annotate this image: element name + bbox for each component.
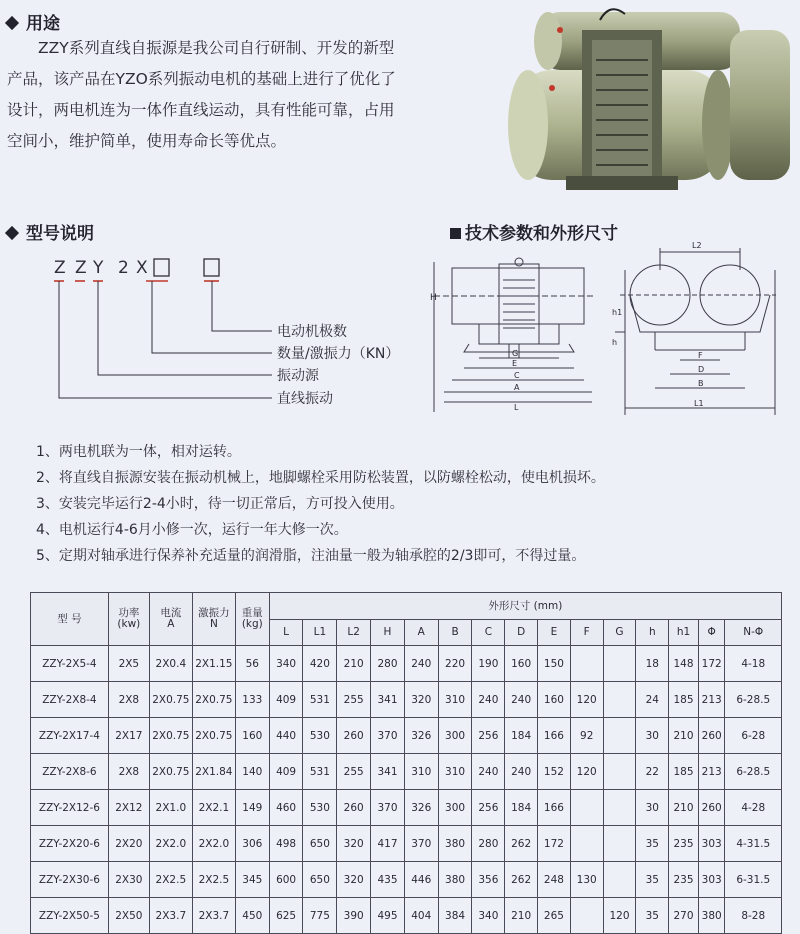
table-cell: 2X17 (108, 718, 149, 754)
table-row (31, 826, 782, 862)
table-cell: 440 (269, 718, 303, 754)
table-row (31, 790, 782, 826)
table-cell: 130 (570, 862, 603, 898)
table-cell: 320 (404, 682, 438, 718)
dim-label-A: A (514, 383, 520, 392)
table-cell: 2X0.4 (149, 646, 192, 682)
table-row (31, 718, 782, 754)
table-cell: 2X30 (108, 862, 149, 898)
table-cell: 24 (636, 682, 669, 718)
table-cell: 262 (505, 862, 538, 898)
table-cell: 390 (337, 898, 371, 934)
table-row (31, 754, 782, 790)
model-letter-y: Y (93, 258, 104, 278)
table-cell: 2X2.1 (192, 790, 235, 826)
dim-label-G: G (512, 349, 519, 358)
model-title: 型号说明 (26, 224, 94, 244)
header-dim-col: D (505, 620, 538, 646)
table-cell: 260 (337, 790, 371, 826)
header-dim-col: N-Φ (725, 620, 782, 646)
table-row (31, 862, 782, 898)
table-cell: 2X12 (108, 790, 149, 826)
table-cell: 2X0.75 (149, 754, 192, 790)
table-cell: 120 (570, 754, 603, 790)
header-force: 激振力 N (192, 593, 235, 646)
spec-table-body (31, 646, 782, 934)
header-dim-col: L1 (303, 620, 337, 646)
table-cell: 320 (337, 826, 371, 862)
dim-label-C: C (514, 371, 520, 380)
table-cell: 2X0.75 (149, 682, 192, 718)
intro-line: 产品，该产品在YZO系列振动电机的基础上进行了优化了 (7, 70, 396, 88)
table-cell: 310 (438, 682, 472, 718)
dim-label-B: B (698, 379, 704, 388)
note-3: 3、安装完毕运行2-4小时，待一切正常后，方可投入使用。 (36, 496, 404, 512)
table-cell: 256 (472, 790, 505, 826)
model-cell: ZZY-2X30-6 (31, 862, 109, 898)
dim-label-h1: h1 (612, 308, 623, 317)
table-cell: 2X3.7 (149, 898, 192, 934)
model-letter-z1: Z (54, 258, 66, 278)
usage-title: 用途 (26, 14, 60, 34)
table-row (31, 646, 782, 682)
note-4: 4、电机运行4-6月小修一次，运行一年大修一次。 (36, 522, 348, 538)
table-cell: 150 (538, 646, 571, 682)
table-cell: 6-31.5 (725, 862, 782, 898)
table-cell (603, 826, 636, 862)
table-cell: 240 (505, 682, 538, 718)
table-cell: 409 (269, 682, 303, 718)
dim-label-D: D (698, 365, 705, 374)
table-cell: 2X3.7 (192, 898, 235, 934)
table-cell (603, 682, 636, 718)
table-cell: 417 (371, 826, 405, 862)
table-cell: 120 (603, 898, 636, 934)
table-cell: 370 (371, 718, 405, 754)
legend-poles: 电动机极数 (277, 324, 347, 340)
table-cell: 530 (303, 790, 337, 826)
model-cell: ZZY-2X12-6 (31, 790, 109, 826)
model-letter-2: 2 (118, 258, 129, 278)
note-1: 1、两电机联为一体，相对运转。 (36, 444, 241, 460)
table-cell: 240 (472, 754, 505, 790)
table-cell: 35 (636, 862, 669, 898)
table-cell: 2X0.75 (192, 682, 235, 718)
dim-label-L2: L2 (692, 241, 702, 250)
table-cell: 2X2.0 (149, 826, 192, 862)
table-cell: 18 (636, 646, 669, 682)
table-cell: 213 (698, 754, 725, 790)
table-cell: 262 (505, 826, 538, 862)
table-cell: 650 (303, 862, 337, 898)
diamond-bullet-icon (5, 16, 19, 30)
table-cell: 2X1.0 (149, 790, 192, 826)
table-cell: 2X8 (108, 682, 149, 718)
table-cell: 530 (303, 718, 337, 754)
table-cell: 775 (303, 898, 337, 934)
table-cell: 326 (404, 790, 438, 826)
diamond-bullet-icon (5, 226, 19, 240)
usage-intro (7, 33, 477, 157)
table-row (31, 682, 782, 718)
square-bullet-icon (450, 228, 461, 239)
table-cell: 30 (636, 718, 669, 754)
table-cell: 531 (303, 754, 337, 790)
note-2: 2、将直线自振源安装在振动机械上，地脚螺栓采用防松装置，以防螺栓松动，使电机损坏。 (36, 470, 605, 486)
dim-label-L: L (514, 403, 519, 412)
table-cell: 235 (669, 862, 699, 898)
table-cell: 345 (235, 862, 269, 898)
table-cell: 140 (235, 754, 269, 790)
table-cell: 435 (371, 862, 405, 898)
dim-label-E: E (512, 359, 518, 368)
header-dim-col: h (636, 620, 669, 646)
header-dim-col: Φ (698, 620, 725, 646)
table-cell: 35 (636, 898, 669, 934)
usage-heading (7, 9, 60, 34)
header-current: 电流 A (149, 593, 192, 646)
side-view-drawing (424, 250, 602, 422)
table-cell: 340 (269, 646, 303, 682)
table-cell: 531 (303, 682, 337, 718)
table-cell: 220 (438, 646, 472, 682)
intro-line: ZZY系列直线自振源是我公司自行研制、开发的新型 (38, 39, 395, 57)
model-letter-x: X (136, 258, 148, 278)
table-cell: 446 (404, 862, 438, 898)
header-dim-col: C (472, 620, 505, 646)
table-cell: 303 (698, 826, 725, 862)
table-cell: 2X20 (108, 826, 149, 862)
header-dim-col: H (371, 620, 405, 646)
model-letter-z2: Z (75, 258, 87, 278)
table-cell: 152 (538, 754, 571, 790)
model-cell: ZZY-2X5-4 (31, 646, 109, 682)
header-model: 型 号 (31, 593, 109, 646)
dim-label-F: F (698, 351, 703, 360)
table-cell: 404 (404, 898, 438, 934)
table-cell (603, 790, 636, 826)
table-cell: 2X50 (108, 898, 149, 934)
table-cell (603, 646, 636, 682)
table-cell: 2X2.0 (192, 826, 235, 862)
header-dim-col: B (438, 620, 472, 646)
table-cell: 380 (698, 898, 725, 934)
table-cell: 248 (538, 862, 571, 898)
model-cell: ZZY-2X50-5 (31, 898, 109, 934)
header-dim-col: h1 (669, 620, 699, 646)
table-cell: 210 (337, 646, 371, 682)
table-cell: 370 (371, 790, 405, 826)
header-weight: 重量 (kg) (235, 593, 269, 646)
table-cell: 306 (235, 826, 269, 862)
front-view-drawing (610, 240, 785, 420)
table-cell: 300 (438, 718, 472, 754)
table-cell: 240 (472, 682, 505, 718)
header-dim-col: L (269, 620, 303, 646)
table-cell: 2X2.5 (192, 862, 235, 898)
dim-label-H: H (430, 293, 437, 303)
note-5: 5、定期对轴承进行保养补充适量的润滑脂，注油量一般为轴承腔的2/3即可，不得过量。 (36, 548, 586, 564)
table-cell: 303 (698, 862, 725, 898)
table-cell: 2X0.75 (149, 718, 192, 754)
table-cell: 270 (669, 898, 699, 934)
table-cell: 310 (404, 754, 438, 790)
table-cell: 384 (438, 898, 472, 934)
table-cell: 133 (235, 682, 269, 718)
table-cell: 356 (472, 862, 505, 898)
table-cell: 310 (438, 754, 472, 790)
product-photo (500, 0, 800, 200)
table-cell: 166 (538, 718, 571, 754)
table-cell: 149 (235, 790, 269, 826)
table-cell: 160 (538, 682, 571, 718)
model-cell: ZZY-2X8-4 (31, 682, 109, 718)
table-cell: 341 (371, 754, 405, 790)
table-row (31, 898, 782, 934)
poles-box-icon (204, 259, 219, 276)
table-cell: 4-28 (725, 790, 782, 826)
table-cell: 255 (337, 754, 371, 790)
table-cell: 341 (371, 682, 405, 718)
table-cell: 260 (337, 718, 371, 754)
table-cell: 92 (570, 718, 603, 754)
table-cell: 498 (269, 826, 303, 862)
table-cell: 600 (269, 862, 303, 898)
table-cell: 160 (505, 646, 538, 682)
header-dim-col: G (603, 620, 636, 646)
table-cell: 265 (538, 898, 571, 934)
table-cell: 495 (371, 898, 405, 934)
model-cell: ZZY-2X17-4 (31, 718, 109, 754)
table-cell: 370 (404, 826, 438, 862)
table-cell: 420 (303, 646, 337, 682)
legend-quantity-force: 数量/激振力（KN） (277, 346, 400, 362)
table-cell: 2X1.84 (192, 754, 235, 790)
table-cell: 213 (698, 682, 725, 718)
table-cell: 340 (472, 898, 505, 934)
table-cell: 256 (472, 718, 505, 754)
table-cell: 2X2.5 (149, 862, 192, 898)
table-cell: 56 (235, 646, 269, 682)
model-cell: ZZY-2X8-6 (31, 754, 109, 790)
table-cell: 326 (404, 718, 438, 754)
table-cell: 625 (269, 898, 303, 934)
intro-line: 设计，两电机连为一体作直线运动，具有性能可靠，占用 (7, 101, 395, 119)
table-cell: 6-28.5 (725, 754, 782, 790)
table-cell: 460 (269, 790, 303, 826)
tech-title: 技术参数和外形尺寸 (465, 224, 618, 244)
model-heading (7, 219, 94, 244)
table-cell: 184 (505, 718, 538, 754)
header-dim-col: L2 (337, 620, 371, 646)
dim-label-h: h (612, 338, 618, 347)
legend-source: 振动源 (277, 368, 319, 384)
table-cell: 172 (698, 646, 725, 682)
table-cell: 380 (438, 862, 472, 898)
spec-table (30, 592, 782, 934)
intro-line: 空间小，维护简单，使用寿命长等优点。 (7, 132, 287, 150)
table-cell: 280 (472, 826, 505, 862)
table-cell: 2X5 (108, 646, 149, 682)
table-cell: 22 (636, 754, 669, 790)
table-cell (570, 898, 603, 934)
dim-label-L1: L1 (694, 399, 704, 408)
table-cell (603, 862, 636, 898)
table-cell: 650 (303, 826, 337, 862)
table-cell: 8-28 (725, 898, 782, 934)
table-cell: 260 (698, 790, 725, 826)
table-cell: 450 (235, 898, 269, 934)
table-cell: 2X0.75 (192, 718, 235, 754)
table-cell: 2X8 (108, 754, 149, 790)
table-cell: 160 (235, 718, 269, 754)
table-cell: 6-28.5 (725, 682, 782, 718)
legend-linear: 直线振动 (277, 391, 333, 407)
table-cell: 184 (505, 790, 538, 826)
model-cell: ZZY-2X20-6 (31, 826, 109, 862)
table-cell (603, 754, 636, 790)
table-cell: 240 (404, 646, 438, 682)
table-cell: 185 (669, 682, 699, 718)
header-dim-col: F (570, 620, 603, 646)
header-dim-col: A (404, 620, 438, 646)
power-box-icon (154, 259, 169, 276)
table-cell: 166 (538, 790, 571, 826)
table-cell: 210 (669, 790, 699, 826)
table-cell (570, 646, 603, 682)
table-cell: 380 (438, 826, 472, 862)
table-cell: 409 (269, 754, 303, 790)
table-cell: 35 (636, 826, 669, 862)
table-cell: 172 (538, 826, 571, 862)
table-cell: 280 (371, 646, 405, 682)
table-cell: 185 (669, 754, 699, 790)
table-cell: 4-18 (725, 646, 782, 682)
header-power: 功率 (kw) (108, 593, 149, 646)
table-cell: 2X1.15 (192, 646, 235, 682)
table-cell: 260 (698, 718, 725, 754)
table-cell: 235 (669, 826, 699, 862)
header-dim-col: E (538, 620, 571, 646)
table-cell: 148 (669, 646, 699, 682)
table-cell: 6-28 (725, 718, 782, 754)
table-cell (570, 826, 603, 862)
table-cell: 300 (438, 790, 472, 826)
table-cell (603, 718, 636, 754)
table-cell (570, 790, 603, 826)
table-cell: 240 (505, 754, 538, 790)
table-cell: 320 (337, 862, 371, 898)
table-cell: 210 (669, 718, 699, 754)
table-cell: 255 (337, 682, 371, 718)
table-cell: 30 (636, 790, 669, 826)
table-cell: 4-31.5 (725, 826, 782, 862)
table-cell: 120 (570, 682, 603, 718)
tech-heading (450, 219, 618, 244)
header-dimensions: 外形尺寸 (mm) (269, 593, 781, 620)
table-cell: 190 (472, 646, 505, 682)
table-cell: 210 (505, 898, 538, 934)
